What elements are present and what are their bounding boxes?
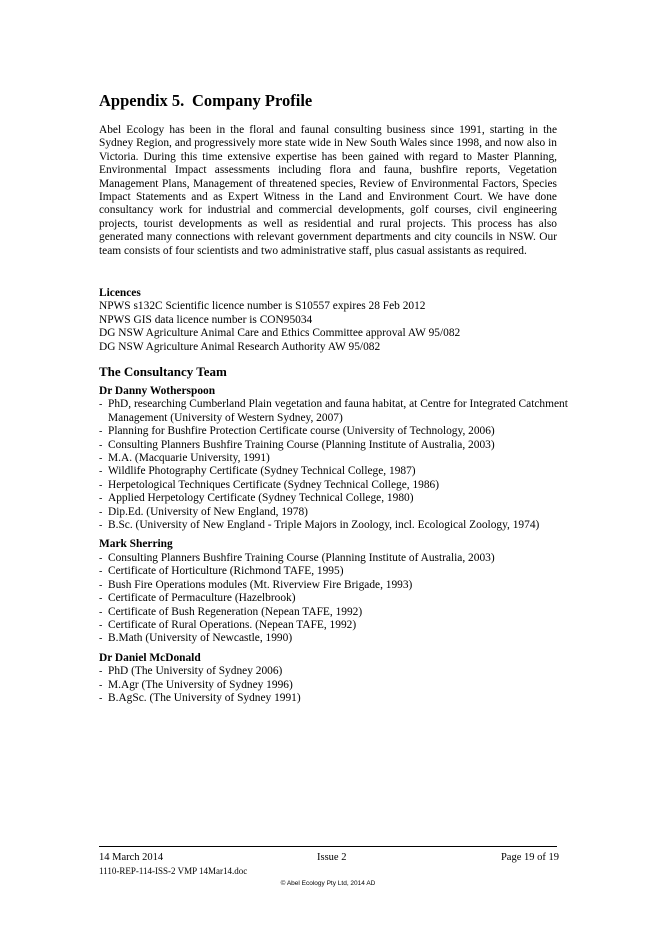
- footer-divider: [99, 846, 557, 847]
- qualification-list: [99, 665, 574, 705]
- consultancy-team-title: The Consultancy Team: [99, 364, 227, 379]
- team-member: [99, 538, 574, 645]
- team-member-name: Dr Danny Wotherspoon: [99, 385, 216, 397]
- qualification-item: - B.Sc. (University of New England - Triple Majors in Zoology, incl. Ecological Zoology, 1974): [99, 519, 574, 532]
- qualification-item: - PhD (The University of Sydney 2006): [99, 665, 574, 678]
- footer-date: 14 March 2014: [99, 852, 164, 863]
- appendix-number: Appendix 5.: [99, 91, 185, 110]
- qualification-item: - Consulting Planners Bushfire Training Course (Planning Institute of Australia, 2003): [99, 439, 574, 452]
- qualification-item: - Herpetological Techniques Certificate (Sydney Technical College, 1986): [99, 479, 574, 492]
- footer-copyright: © Abel Ecology Pty Ltd, 2014 AD: [280, 880, 376, 887]
- footer-document-reference: 1110-REP-114-ISS-2 VMP 14Mar14.doc: [99, 866, 248, 876]
- qualification-item: - Consulting Planners Bushfire Training Course (Planning Institute of Australia, 2003): [99, 552, 574, 565]
- licence-item: NPWS GIS data licence number is CON95034: [99, 313, 313, 326]
- licence-item: NPWS s132C Scientific licence number is S10557 expires 28 Feb 2012: [99, 300, 426, 313]
- page-heading: [99, 91, 312, 111]
- licence-item: DG NSW Agriculture Animal Care and Ethics Committee approval AW 95/082: [99, 327, 461, 340]
- qualification-item: - Planning for Bushfire Protection Certificate course (University of Technology, 2006): [99, 425, 574, 438]
- qualification-item: - Dip.Ed. (University of New England, 1978): [99, 506, 574, 519]
- team-member: [99, 652, 574, 706]
- qualification-item: - B.Math (University of Newcastle, 1990): [99, 632, 574, 645]
- team-member-name: Dr Daniel McDonald: [99, 651, 201, 664]
- consultancy-team-list: [99, 385, 574, 711]
- qualification-list: [99, 398, 574, 532]
- qualification-item: - M.Agr (The University of Sydney 1996): [99, 679, 574, 692]
- qualification-item: - Bush Fire Operations modules (Mt. Riverview Fire Brigade, 1993): [99, 579, 574, 592]
- licence-item: DG NSW Agriculture Animal Research Authority AW 95/082: [99, 340, 381, 353]
- company-profile-paragraph: Abel Ecology has been in the floral and faunal consulting business since 1991, starting in the Sydney Region, and progressively more state wide in New South Wales since 1998, and now also in Victoria. During this time extensive expertise has been gained with regard to Master Planning, Environmental Impact assessments including flora and fauna, bushfire reports, Vegetation Management Plans, Management of threatened species, Review of Environmental Factors, Species Impact Statements and as Expert Witness in the Land and Environment Court. We have done consultancy work for industrial and commercial developments, golf courses, civil engineering projects, tourist developments as well as residential and rural projects. This process has also generated many connections with relevant government departments and city councils in NSW. Our team consists of four scientists and two administrative staff, plus casual assistants as required.: [99, 124, 557, 257]
- qualification-item: - Certificate of Permaculture (Hazelbrook): [99, 592, 574, 605]
- qualification-item: - Certificate of Rural Operations. (Nepean TAFE, 1992): [99, 619, 574, 632]
- appendix-title: Company Profile: [192, 91, 313, 110]
- team-member: [99, 385, 574, 532]
- team-member-name: Mark Sherring: [99, 538, 173, 551]
- qualification-list: [99, 552, 574, 646]
- licences-title: Licences: [99, 287, 141, 299]
- licences-section: [99, 287, 569, 354]
- footer-issue: Issue 2: [317, 852, 347, 863]
- qualification-item: - B.AgSc. (The University of Sydney 1991): [99, 692, 574, 705]
- qualification-item: - Applied Herpetology Certificate (Sydney Technical College, 1980): [99, 492, 574, 505]
- qualification-item: - PhD, researching Cumberland Plain vegetation and fauna habitat, at Centre for Integrated Catchment Management (University of Western Sydney, 2007): [99, 398, 574, 425]
- footer-page-number: Page 19 of 19: [500, 852, 559, 863]
- qualification-item: - Certificate of Bush Regeneration (Nepean TAFE, 1992): [99, 606, 574, 619]
- qualification-item: - M.A. (Macquarie University, 1991): [99, 452, 574, 465]
- qualification-item: - Certificate of Horticulture (Richmond TAFE, 1995): [99, 565, 574, 578]
- qualification-item: - Wildlife Photography Certificate (Sydney Technical College, 1987): [99, 465, 574, 478]
- page-footer: [99, 852, 559, 892]
